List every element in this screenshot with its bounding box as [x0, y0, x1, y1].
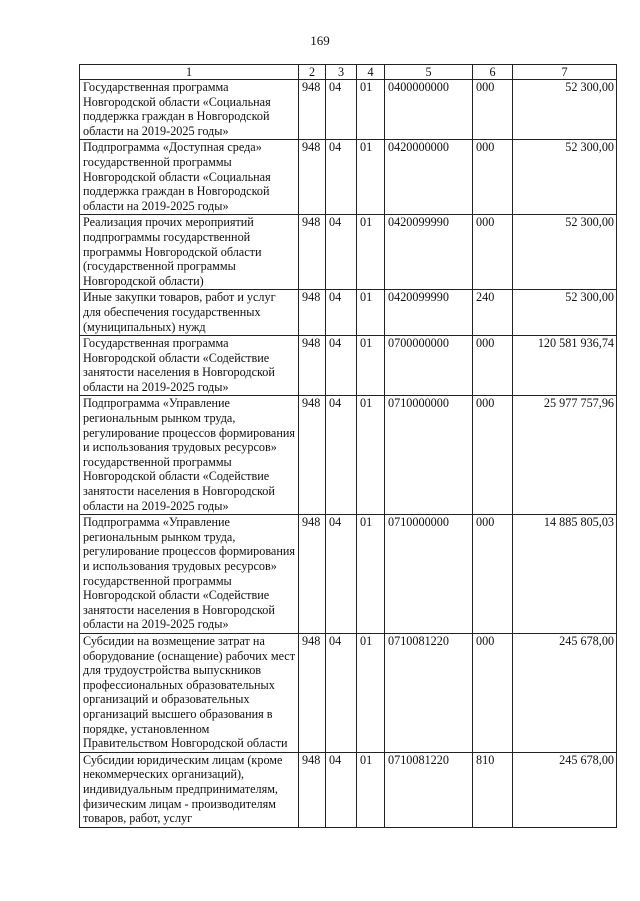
row-expense-type: 000 — [473, 515, 513, 634]
row-name: Реализация прочих мероприятий подпрограммы государственной программы Новгородской области (государственной программы Новгородской области) — [80, 215, 299, 290]
row-amount: 245 678,00 — [513, 633, 617, 752]
row-section-code: 04 — [326, 336, 357, 396]
row-amount: 52 300,00 — [513, 80, 617, 140]
column-header-7: 7 — [513, 65, 617, 80]
row-subsection-code: 01 — [357, 140, 385, 215]
row-target-article: 0710081220 — [385, 633, 473, 752]
row-expense-type: 810 — [473, 752, 513, 827]
row-amount: 245 678,00 — [513, 752, 617, 827]
row-expense-type: 000 — [473, 336, 513, 396]
row-expense-type: 000 — [473, 396, 513, 515]
table-row — [80, 140, 617, 215]
row-target-article: 0710000000 — [385, 515, 473, 634]
table-header-row — [80, 65, 617, 80]
row-ministry-code: 948 — [299, 752, 326, 827]
row-amount: 25 977 757,96 — [513, 396, 617, 515]
row-name: Подпрограмма «Управление региональным рынком труда, регулирование процессов формирования и использования трудовых ресурсов» государственной программы Новгородской области «Содействие занятости населения в Новгородской области на 2019-2025 годы» — [80, 515, 299, 634]
row-target-article: 0710000000 — [385, 396, 473, 515]
row-ministry-code: 948 — [299, 396, 326, 515]
row-ministry-code: 948 — [299, 336, 326, 396]
row-ministry-code: 948 — [299, 80, 326, 140]
row-amount: 14 885 805,03 — [513, 515, 617, 634]
row-subsection-code: 01 — [357, 336, 385, 396]
row-name: Субсидии на возмещение затрат на оборудование (оснащение) рабочих мест для трудоустройства выпускников профессиональных образовательных организаций и образовательных организаций высшего образования в порядке, установленном Правительством Новгородской области — [80, 633, 299, 752]
column-header-5: 5 — [385, 65, 473, 80]
table-row — [80, 752, 617, 827]
table-row — [80, 396, 617, 515]
row-ministry-code: 948 — [299, 140, 326, 215]
row-subsection-code: 01 — [357, 80, 385, 140]
row-section-code: 04 — [326, 752, 357, 827]
row-section-code: 04 — [326, 215, 357, 290]
row-subsection-code: 01 — [357, 290, 385, 336]
table-row — [80, 290, 617, 336]
row-ministry-code: 948 — [299, 515, 326, 634]
row-expense-type: 000 — [473, 215, 513, 290]
row-ministry-code: 948 — [299, 215, 326, 290]
table-row — [80, 215, 617, 290]
row-name: Подпрограмма «Управление региональным рынком труда, регулирование процессов формирования и использования трудовых ресурсов» государственной программы Новгородской области «Содействие занятости населения в Новгородской области на 2019-2025 годы» — [80, 396, 299, 515]
column-header-2: 2 — [299, 65, 326, 80]
column-header-6: 6 — [473, 65, 513, 80]
row-target-article: 0710081220 — [385, 752, 473, 827]
row-subsection-code: 01 — [357, 396, 385, 515]
row-subsection-code: 01 — [357, 515, 385, 634]
row-ministry-code: 948 — [299, 290, 326, 336]
table-row — [80, 515, 617, 634]
row-name: Государственная программа Новгородской области «Социальная поддержка граждан в Новгородской области на 2019-2025 годы» — [80, 80, 299, 140]
row-section-code: 04 — [326, 633, 357, 752]
table-row — [80, 80, 617, 140]
row-expense-type: 000 — [473, 80, 513, 140]
row-subsection-code: 01 — [357, 215, 385, 290]
column-header-1: 1 — [80, 65, 299, 80]
row-section-code: 04 — [326, 396, 357, 515]
row-subsection-code: 01 — [357, 633, 385, 752]
page-number: 169 — [310, 33, 330, 48]
row-target-article: 0420099990 — [385, 290, 473, 336]
row-target-article: 0700000000 — [385, 336, 473, 396]
row-target-article: 0420099990 — [385, 215, 473, 290]
table-row — [80, 633, 617, 752]
row-section-code: 04 — [326, 290, 357, 336]
column-header-3: 3 — [326, 65, 357, 80]
row-amount: 52 300,00 — [513, 140, 617, 215]
row-amount: 120 581 936,74 — [513, 336, 617, 396]
budget-table — [79, 64, 617, 828]
column-header-4: 4 — [357, 65, 385, 80]
row-name: Субсидии юридическим лицам (кроме некоммерческих организаций), индивидуальным предпринимателям, физическим лицам - производителям товаров, работ, услуг — [80, 752, 299, 827]
row-ministry-code: 948 — [299, 633, 326, 752]
row-section-code: 04 — [326, 515, 357, 634]
row-section-code: 04 — [326, 140, 357, 215]
row-name: Иные закупки товаров, работ и услуг для обеспечения государственных (муниципальных) нужд — [80, 290, 299, 336]
row-expense-type: 240 — [473, 290, 513, 336]
table-row — [80, 336, 617, 396]
row-subsection-code: 01 — [357, 752, 385, 827]
row-name: Государственная программа Новгородской области «Содействие занятости населения в Новгородской области на 2019-2025 годы» — [80, 336, 299, 396]
row-amount: 52 300,00 — [513, 215, 617, 290]
row-target-article: 0400000000 — [385, 80, 473, 140]
row-name: Подпрограмма «Доступная среда» государственной программы Новгородской области «Социальная поддержка граждан в Новгородской области на 2019-2025 годы» — [80, 140, 299, 215]
row-amount: 52 300,00 — [513, 290, 617, 336]
row-section-code: 04 — [326, 80, 357, 140]
row-target-article: 0420000000 — [385, 140, 473, 215]
row-expense-type: 000 — [473, 140, 513, 215]
row-expense-type: 000 — [473, 633, 513, 752]
